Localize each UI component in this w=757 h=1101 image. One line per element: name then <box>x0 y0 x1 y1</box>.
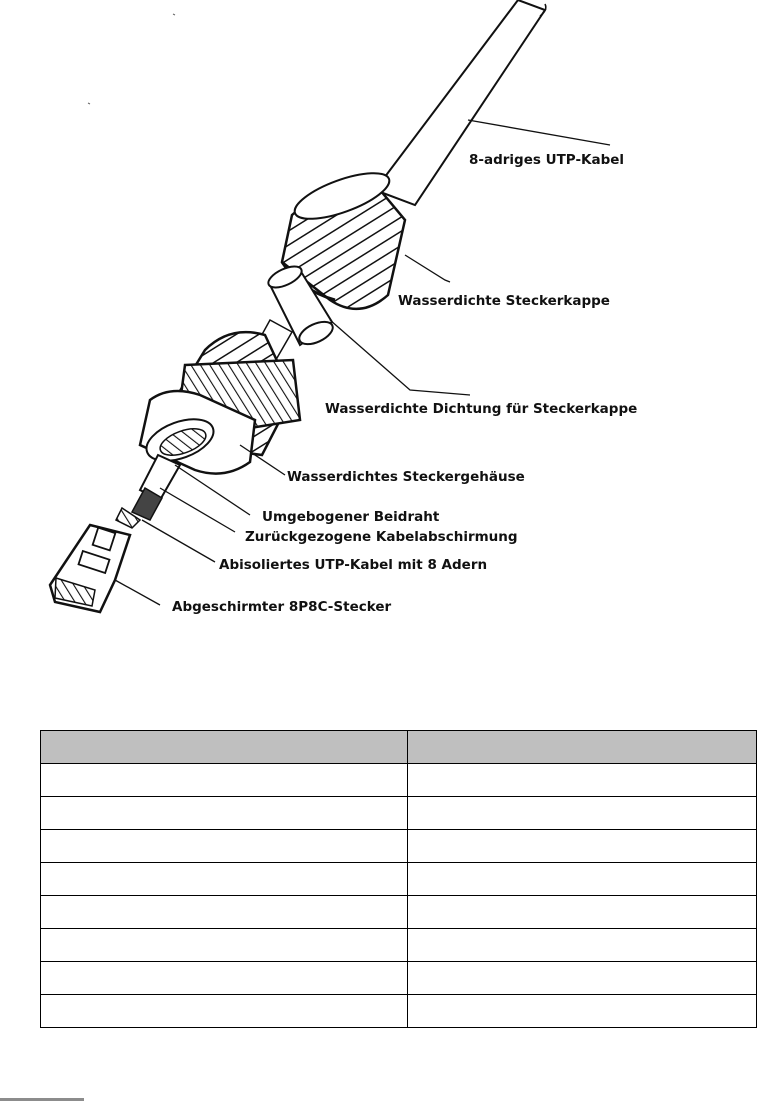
label-shield: Zurückgezogene Kabelabschirmung <box>245 529 518 545</box>
table-cell <box>408 830 757 863</box>
table-row <box>41 830 757 863</box>
label-seal: Wasserdichte Dichtung für Steckerkappe <box>325 401 638 417</box>
label-plug: Abgeschirmter 8P8C-Stecker <box>172 599 392 615</box>
leader-cable <box>468 120 610 145</box>
table-header-cell <box>408 731 757 764</box>
table-cell <box>408 929 757 962</box>
table-cell <box>41 896 408 929</box>
table-header-row <box>41 731 757 764</box>
spec-table <box>40 730 757 1028</box>
cable-end <box>116 455 180 528</box>
table-row <box>41 797 757 830</box>
label-housing: Wasserdichtes Steckergehäuse <box>287 469 525 485</box>
table-cell <box>41 863 408 896</box>
table-cell <box>408 962 757 995</box>
leader-shield <box>160 488 235 532</box>
utp-cable <box>375 0 546 205</box>
label-cable: 8-adriges UTP-Kabel <box>469 152 625 168</box>
table-row <box>41 995 757 1028</box>
leader-cap <box>405 255 450 282</box>
table-cell <box>41 764 408 797</box>
label-drain: Umgebogener Beidraht <box>262 509 440 525</box>
8p8c-plug <box>50 525 130 612</box>
table-row <box>41 896 757 929</box>
table-row <box>41 962 757 995</box>
table-cell <box>41 830 408 863</box>
table-cell <box>41 995 408 1028</box>
table-cell <box>408 995 757 1028</box>
table-cell <box>408 863 757 896</box>
stray-mark <box>173 14 175 15</box>
leader-plug <box>115 580 160 605</box>
table-row <box>41 929 757 962</box>
table-row <box>41 764 757 797</box>
leader-stripped <box>142 520 215 562</box>
label-cap: Wasserdichte Steckerkappe <box>398 293 610 309</box>
stray-mark <box>88 103 90 104</box>
table-header-cell <box>41 731 408 764</box>
table-cell <box>408 797 757 830</box>
table-cell <box>408 764 757 797</box>
table-cell <box>408 896 757 929</box>
table-row <box>41 863 757 896</box>
table-cell <box>41 929 408 962</box>
label-stripped: Abisoliertes UTP-Kabel mit 8 Adern <box>219 557 488 573</box>
leader-seal <box>330 320 470 395</box>
table-cell <box>41 797 408 830</box>
table-cell <box>41 962 408 995</box>
